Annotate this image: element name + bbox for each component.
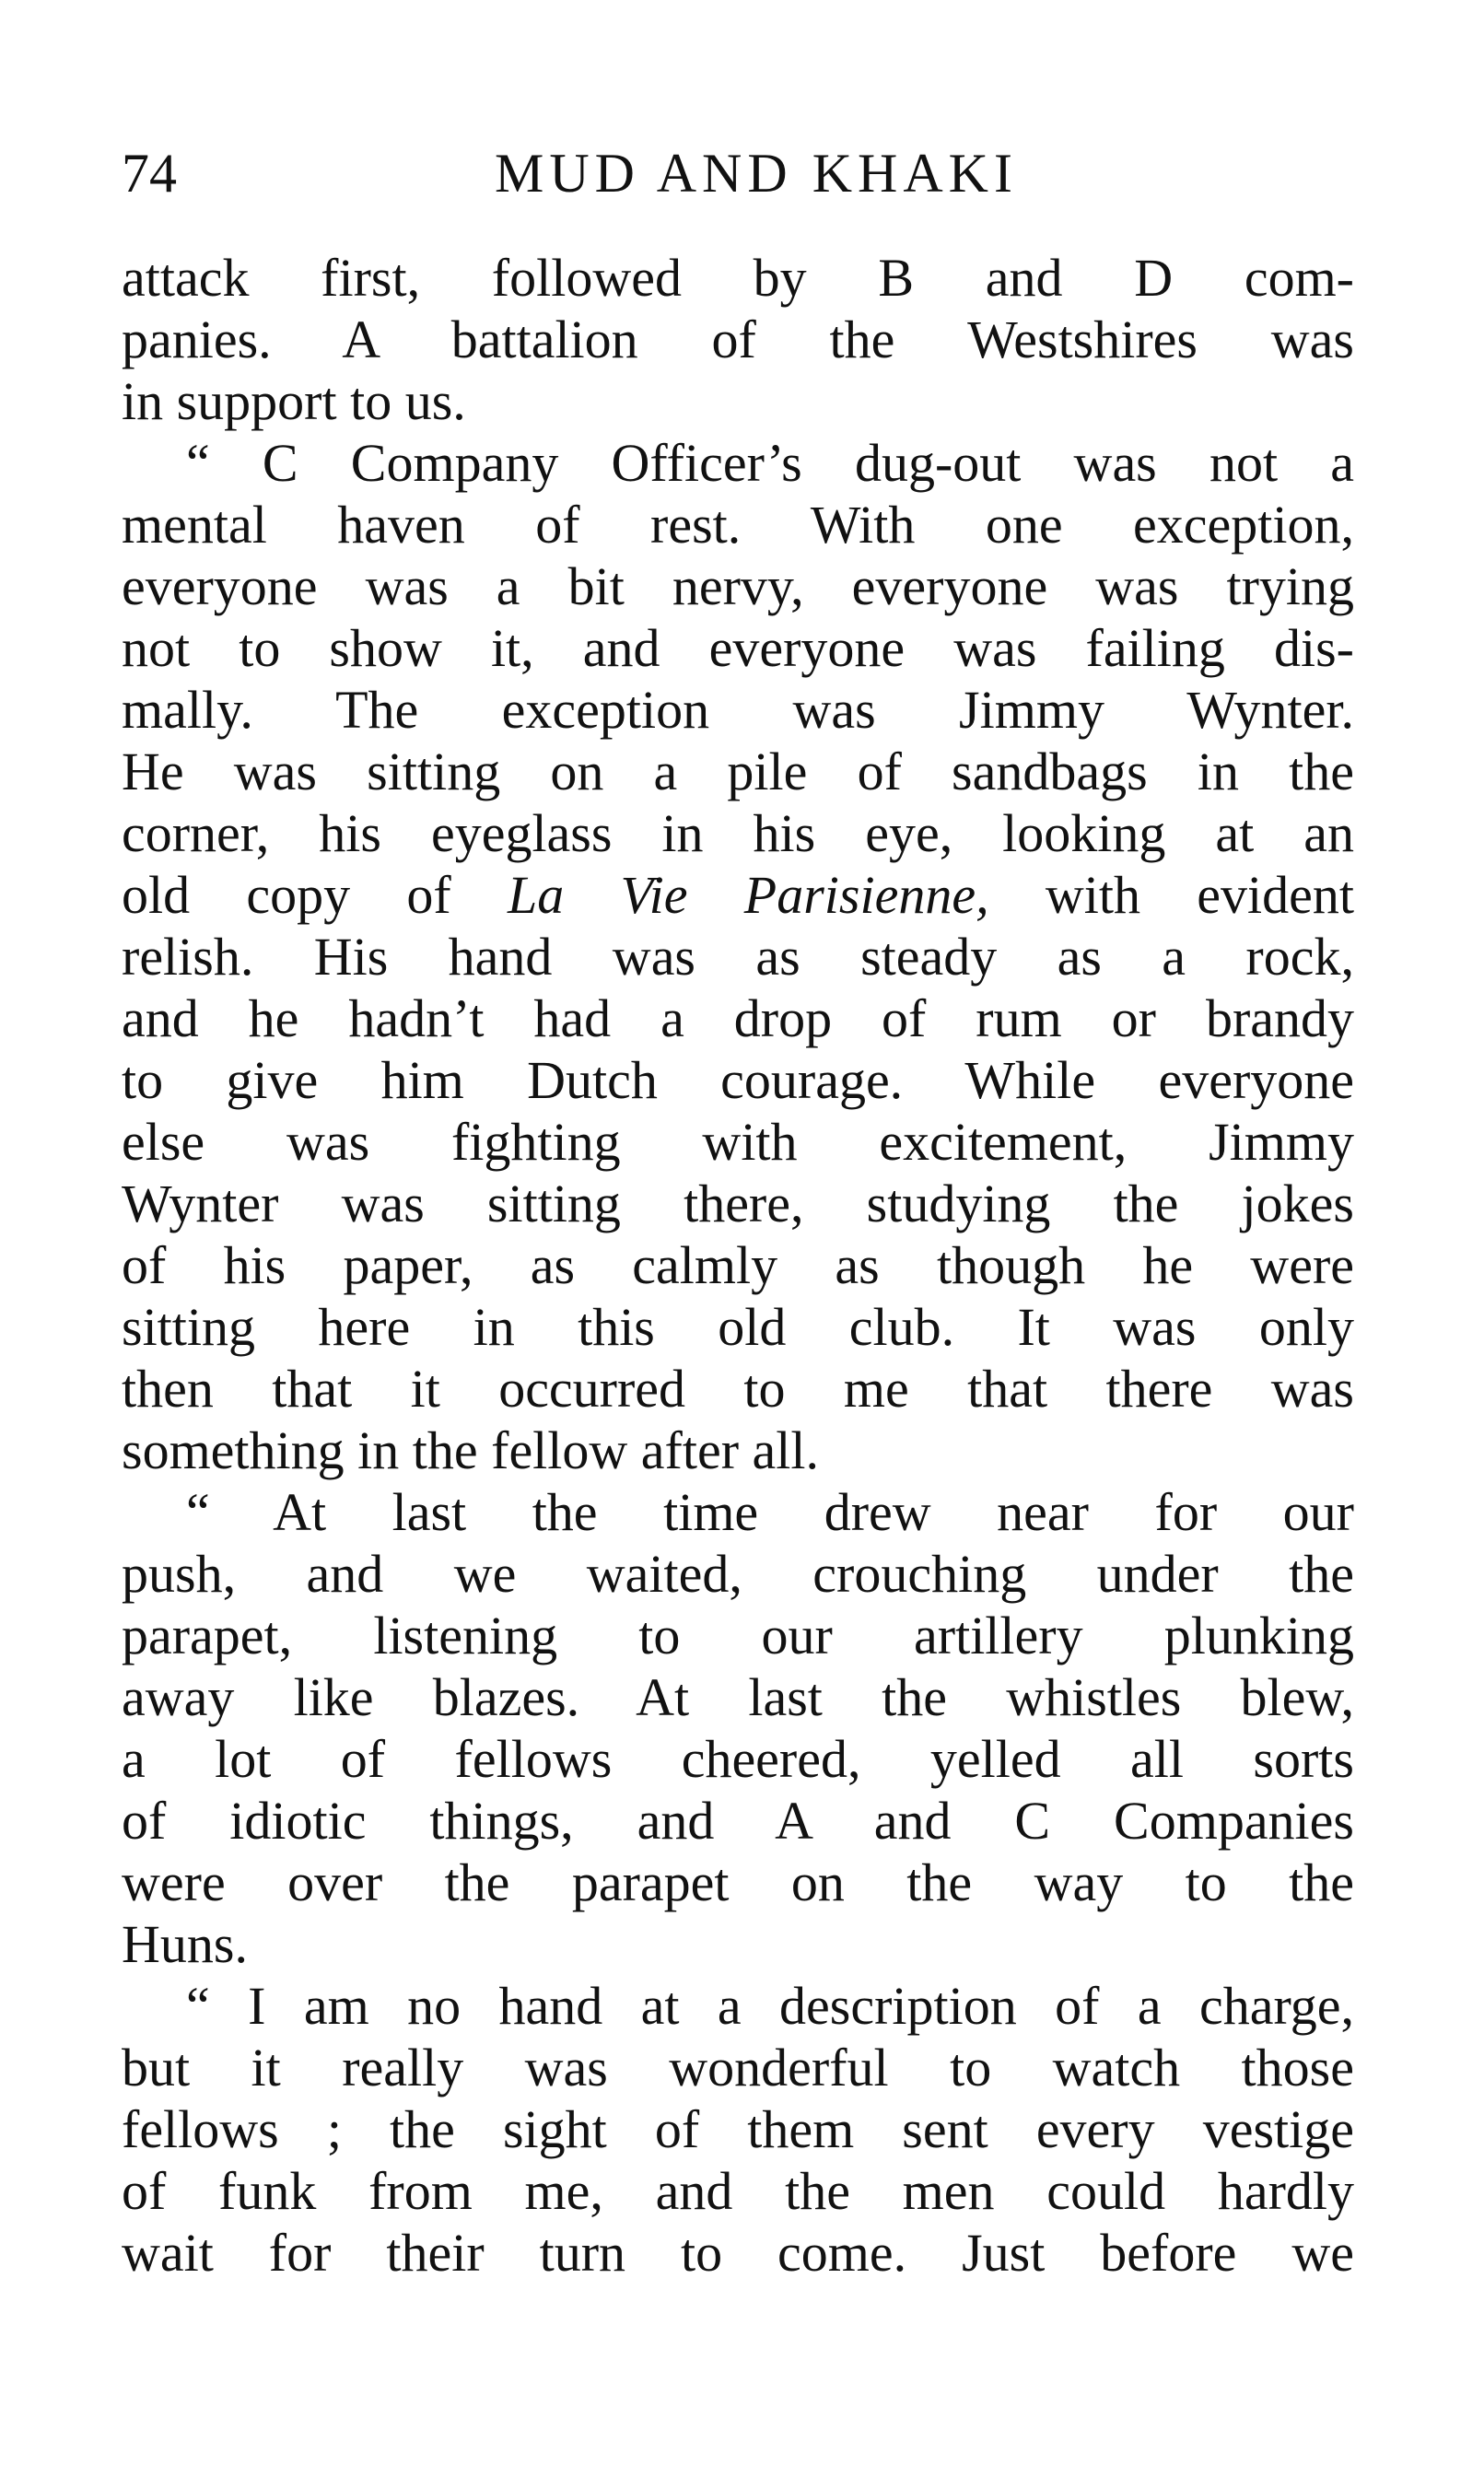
text-line-with-italic bbox=[122, 864, 1354, 926]
text-line: “ C Company Officer’s dug-out was not a bbox=[186, 433, 1354, 493]
text-segment: with evident bbox=[988, 865, 1354, 925]
text-line: were over the parapet on the way to the bbox=[122, 1852, 1354, 1912]
text-line: He was sitting on a pile of sandbags in the bbox=[122, 742, 1354, 801]
text-line: then that it occurred to me that there was bbox=[122, 1359, 1354, 1419]
text-line: else was fighting with excitement, Jimmy bbox=[122, 1112, 1354, 1172]
text-line: corner, his eyeglass in his eye, looking at an bbox=[122, 803, 1354, 863]
text-line: push, and we waited, crouching under the bbox=[122, 1544, 1354, 1604]
text-line: away like blazes. At last the whistles blew, bbox=[122, 1667, 1354, 1727]
text-line: mental haven of rest. With one exception, bbox=[122, 495, 1354, 555]
text-line: to give him Dutch courage. While everyone bbox=[122, 1050, 1354, 1110]
text-segment: old copy of bbox=[122, 865, 508, 925]
text-line: “ At last the time drew near for our bbox=[186, 1482, 1354, 1542]
text-line: a lot of fellows cheered, yelled all sorts bbox=[122, 1729, 1354, 1789]
text-line: not to show it, and everyone was failing dis- bbox=[122, 618, 1354, 678]
text-line: and he hadn’t had a drop of rum or brandy bbox=[122, 988, 1354, 1048]
running-head bbox=[122, 136, 1354, 210]
text-line: of funk from me, and the men could hardly bbox=[122, 2161, 1354, 2221]
text-line: fellows ; the sight of them sent every vestige bbox=[122, 2099, 1354, 2159]
text-line: sitting here in this old club. It was only bbox=[122, 1297, 1354, 1357]
running-title: MUD AND KHAKI bbox=[495, 143, 1018, 204]
text-line: panies. A battalion of the Westshires was bbox=[122, 310, 1354, 369]
text-line: parapet, listening to our artillery plunking bbox=[122, 1606, 1354, 1665]
text-line: “ I am no hand at a description of a charge, bbox=[186, 1976, 1354, 2036]
body-text bbox=[122, 247, 1354, 2284]
text-line: wait for their turn to come. Just before we bbox=[122, 2223, 1354, 2283]
text-line: of his paper, as calmly as though he were bbox=[122, 1235, 1354, 1295]
page-number: 74 bbox=[122, 143, 177, 204]
text-line: of idiotic things, and A and C Companies bbox=[122, 1791, 1354, 1851]
italic-title: La Vie Parisienne, bbox=[508, 865, 989, 925]
text-line: attack first, followed by B and D com- bbox=[122, 248, 1354, 308]
text-line: relish. His hand was as steady as a rock, bbox=[122, 927, 1354, 987]
text-line: in support to us. bbox=[122, 371, 466, 431]
text-line: mally. The exception was Jimmy Wynter. bbox=[122, 680, 1354, 740]
text-line: Huns. bbox=[122, 1914, 248, 1974]
text-line: Wynter was sitting there, studying the jokes bbox=[122, 1174, 1354, 1233]
text-line: but it really was wonderful to watch those bbox=[122, 2038, 1354, 2097]
text-line: everyone was a bit nervy, everyone was trying bbox=[122, 556, 1354, 616]
text-line: something in the fellow after all. bbox=[122, 1420, 820, 1480]
